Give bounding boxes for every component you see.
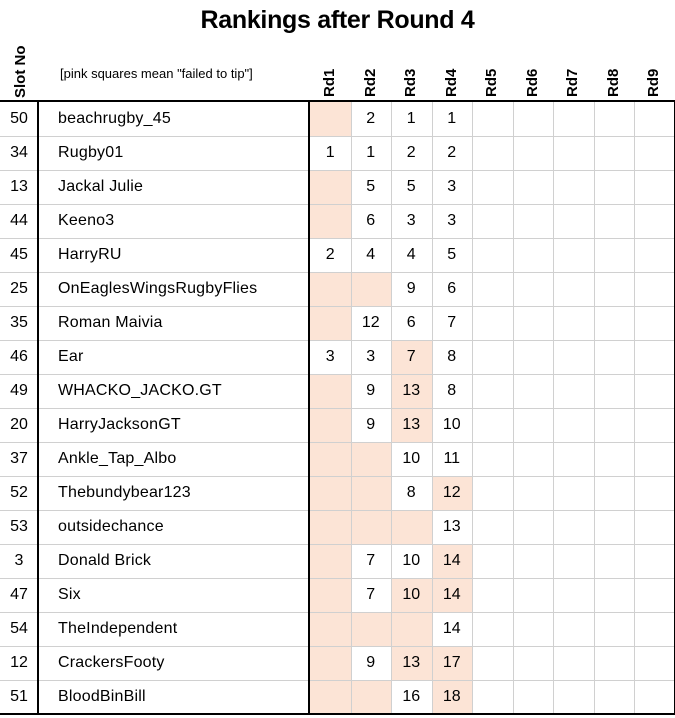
round-2-rank: 1 [366,144,376,161]
round-header-2: Rd2 [361,68,379,97]
player-name: Keeno3 [58,212,115,229]
round-4-rank: 17 [442,654,461,671]
round-1-rank [310,680,351,714]
round-1-rank [310,204,351,238]
round-3-rank: 9 [406,280,416,297]
round-1-rank [310,544,351,578]
player-name: Rugby01 [58,144,124,161]
round-1-rank [310,170,351,204]
round-2-rank: 7 [366,552,376,569]
round-4-rank: 7 [447,314,457,331]
round-header-7: Rd7 [564,68,581,97]
slot-number: 34 [10,144,28,161]
round-1-rank [310,612,351,646]
round-header-9: Rd9 [645,68,662,97]
round-4-rank: 3 [447,178,457,195]
player-name: beachrugby_45 [58,110,171,127]
round-2-rank: 9 [366,416,376,433]
round-1-rank [310,476,351,510]
round-4-rank: 14 [442,586,461,603]
round-4-rank: 5 [447,246,457,263]
round-3-rank: 3 [406,212,416,229]
round-3-rank: 13 [402,382,421,399]
round-3-rank [391,612,432,646]
round-header-6: Rd6 [523,68,541,97]
round-4-rank: 13 [442,518,461,535]
round-header-3: Rd3 [402,68,419,97]
round-1-rank [310,408,351,442]
slot-number: 12 [10,654,28,671]
slot-number: 35 [10,314,28,331]
round-4-rank: 12 [442,484,461,501]
player-name: outsidechance [58,518,164,535]
player-name: WHACKO_JACKO.GT [58,382,222,399]
slot-number: 51 [10,688,28,705]
player-name: OnEaglesWingsRugbyFlies [58,280,258,297]
round-4-rank: 8 [447,382,457,399]
player-name: CrackersFooty [58,654,165,671]
round-2-rank: 5 [366,178,376,195]
round-2-rank: 9 [366,654,376,671]
round-3-rank: 5 [406,178,416,195]
round-4-rank: 2 [447,144,457,161]
round-2-rank [351,476,392,510]
round-2-rank [351,612,392,646]
slot-number: 20 [10,416,28,433]
round-3-rank: 2 [406,144,416,161]
round-4-rank: 14 [442,620,461,637]
slot-number: 46 [10,348,28,365]
slot-number: 45 [10,246,28,263]
legend-note: [pink squares mean "failed to tip"] [60,66,253,81]
round-2-rank: 4 [366,246,376,263]
round-4-rank: 11 [443,450,461,467]
round-4-rank: 14 [442,552,461,569]
slot-number: 54 [10,620,28,637]
player-name: HarryRU [58,246,122,263]
round-3-rank: 10 [402,586,421,603]
round-2-rank [351,510,392,544]
round-1-rank: 3 [325,348,335,365]
round-1-rank [310,646,351,680]
slot-number: 13 [10,178,28,195]
player-name: HarryJacksonGT [58,416,181,433]
round-4-rank: 18 [442,688,461,705]
round-2-rank [351,272,392,306]
round-3-rank: 8 [406,484,416,501]
round-2-rank [351,442,392,476]
round-3-rank: 1 [406,110,416,127]
round-header-4: Rd4 [442,68,460,97]
round-2-rank: 7 [366,586,376,603]
slot-number: 37 [10,450,28,467]
round-header-1: Rd1 [321,68,338,97]
round-1-rank [310,374,351,408]
slot-number: 47 [10,586,28,603]
round-3-rank [391,510,432,544]
round-1-rank [310,510,351,544]
round-3-rank: 13 [402,654,421,671]
player-name: Ear [58,348,84,365]
player-name: Six [58,586,81,603]
column-divider [594,102,595,714]
round-1-rank [310,442,351,476]
column-divider [634,102,635,714]
round-1-rank [310,272,351,306]
page-title: Rankings after Round 4 [200,6,475,34]
player-name: Ankle_Tap_Albo [58,450,177,467]
column-divider [553,102,554,714]
round-2-rank: 2 [366,110,376,127]
column-divider [472,102,473,714]
round-1-rank [310,578,351,612]
slot-header: Slot No [12,45,29,98]
player-name: Jackal Julie [58,178,144,195]
slot-number: 25 [10,280,28,297]
round-header-5: Rd5 [483,68,500,97]
player-name: Roman Maivia [58,314,163,331]
round-header-8: Rd8 [604,68,622,97]
player-name: BloodBinBill [58,688,146,705]
round-2-rank: 9 [366,382,376,399]
round-4-rank: 8 [447,348,457,365]
round-2-rank [351,680,392,714]
column-divider [513,102,514,714]
slot-number: 52 [10,484,28,501]
round-1-rank [310,306,351,340]
round-2-rank: 6 [366,212,376,229]
round-1-rank: 2 [325,246,335,263]
round-3-rank: 10 [402,552,421,569]
round-1-rank [310,102,351,136]
round-3-rank: 7 [406,348,416,365]
round-4-rank: 6 [447,280,457,297]
round-1-rank: 1 [325,144,335,161]
round-2-rank: 3 [366,348,376,365]
player-name: Donald Brick [58,552,152,569]
slot-number: 44 [10,212,28,229]
round-3-rank: 10 [402,450,421,467]
round-3-rank: 13 [402,416,421,433]
round-4-rank: 10 [442,416,461,433]
player-name: Thebundybear123 [58,484,191,501]
round-3-rank: 6 [406,314,416,331]
slot-number: 53 [10,518,28,535]
slot-number: 50 [10,110,28,127]
round-4-rank: 1 [447,110,457,127]
player-name: TheIndependent [58,620,178,637]
slot-number: 49 [10,382,28,399]
round-3-rank: 4 [406,246,416,263]
round-3-rank: 16 [402,688,421,705]
round-4-rank: 3 [447,212,457,229]
round-2-rank: 12 [361,314,380,331]
slot-number: 3 [14,552,24,569]
